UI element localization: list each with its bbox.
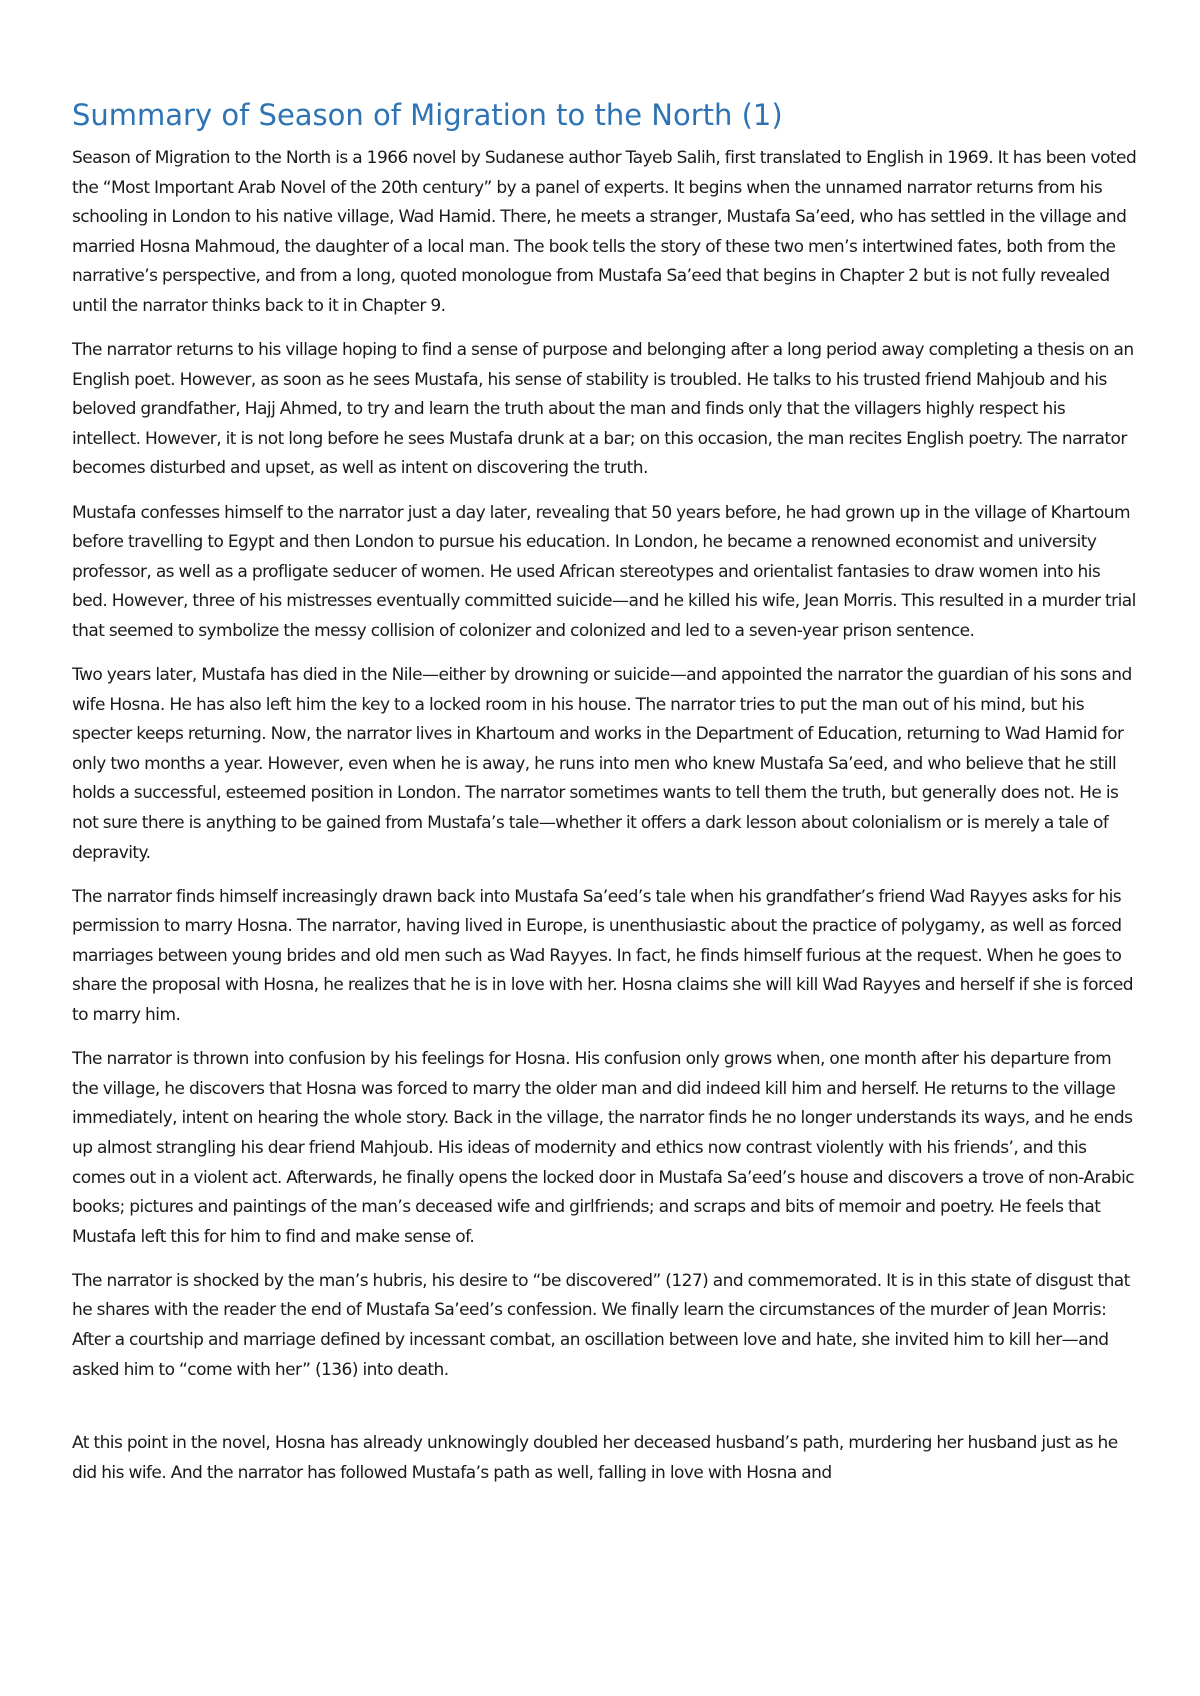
paragraph-wad-rayyes: The narrator finds himself increasingly drawn back into Mustafa Sa’eed’s tale when his grandfather’s friend Wad Rayyes asks for his permission to marry Hosna. The narrator, having lived in Europe, is unenthusiastic about the practice of polygamy, as well as forced marriages between young brides and old men such as Wad Rayyes. In fact, he finds himself furious at the request. When he goes to share the proposal with Hosna, he realizes that he is in love with her. Hosna claims she will kill Wad Rayyes and herself if she is forced to marry him. [72, 886, 1134, 1026]
document-title: Summary of Season of Migration to the North (1) [72, 98, 783, 132]
paragraph-hubris: The narrator is shocked by the man’s hubris, his desire to “be discovered” (127) and commemorated. It is in this state of disgust that he shares with the reader the end of Mustafa Sa’eed’s confession. We finally learn the circumstances of the murder of Jean Morris: After a courtship and marriage defined by incessant combat, an oscillation between love and hate, she invited him to kill her—and asked him to “come with her” (136) into death. [72, 1270, 1130, 1380]
paragraph-two-years-later: Two years later, Mustafa has died in the Nile—either by drowning or suicide—and appointed the narrator the guardian of his sons and wife Hosna. He has also left him the key to a locked room in his house. The narrator tries to put the man out of his mind, but his specter keeps returning. Now, the narrator lives in Khartoum and works in the Department of Education, returning to Wad Hamid for only two months a year. However, even when he is away, he runs into men who knew Mustafa Sa’eed, and who believe that he still holds a successful, esteemed position in London. The narrator sometimes wants to tell them the truth, but generally does not. He is not sure there is anything to be gained from Mustafa’s tale—whether it offers a dark lesson about colonialism or is merely a tale of depravity. [72, 665, 1132, 863]
paragraph-mustafa-confesses: Mustafa confesses himself to the narrator just a day later, revealing that 50 years before, he had grown up in the village of Khartoum before travelling to Egypt and then London to pursue his education. In London, he became a renowned economist and university professor, as well as a profligate seducer of women. He used African stereotypes and orientalist fantasies to draw women into his bed. However, three of his mistresses eventually committed suicide—and he killed his wife, Jean Morris. This resulted in a murder trial that seemed to symbolize the messy collision of colonizer and colonized and led to a seven-year prison sentence. [72, 502, 1136, 641]
paragraph-narrator-returns: The narrator returns to his village hoping to find a sense of purpose and belonging after a long period away completing a thesis on an English poet. However, as soon as he sees Mustafa, his sense of stability is troubled. He talks to his trusted friend Mahjoub and his beloved grandfather, Hajj Ahmed, to try and learn the truth about the man and finds only that the villagers highly respect his intellect. However, it is not long before he sees Mustafa drunk at a bar; on this occasion, the man recites English poetry. The narrator becomes disturbed and upset, as well as intent on discovering the truth. [72, 340, 1134, 479]
document-page [72, 92, 1137, 1503]
paragraph-confusion: The narrator is thrown into confusion by his feelings for Hosna. His confusion only grows when, one month after his departure from the village, he discovers that Hosna was forced to marry the older man and did indeed kill him and herself. He returns to the village immediately, intent on hearing the whole story. Back in the village, the narrator finds he no longer understands its ways, and he ends up almost strangling his dear friend Mahjoub. His ideas of modernity and ethics now contrast violently with his friends’, and this comes out in a violent act. Afterwards, he finally opens the locked door in Mustafa Sa’eed’s house and discovers a trove of non-Arabic books; pictures and paintings of the man’s deceased wife and girlfriends; and scraps and bits of memoir and poetry. He feels that Mustafa left this for him to find and make sense of. [72, 1049, 1135, 1247]
paragraph-intro: Season of Migration to the North is a 1966 novel by Sudanese author Tayeb Salih, first translated to English in 1969. It has been voted the “Most Important Arab Novel of the 20th century” by a panel of experts. It begins when the unnamed narrator returns from his schooling in London to his native village, Wad Hamid. There, he meets a stranger, Mustafa Sa’eed, who has settled in the village and married Hosna Mahmoud, the daughter of a local man. The book tells the story of these two men’s intertwined fates, both from the narrative’s perspective, and from a long, quoted monologue from Mustafa Sa’eed that begins in Chapter 2 but is not fully revealed until the narrator thinks back to it in Chapter 9. [72, 148, 1137, 316]
paragraph-doubled-path: At this point in the novel, Hosna has already unknowingly doubled her deceased husband’s path, murdering her husband just as he did his wife. And the narrator has followed Mustafa’s path as well, falling in love with Hosna and [72, 1433, 1118, 1483]
